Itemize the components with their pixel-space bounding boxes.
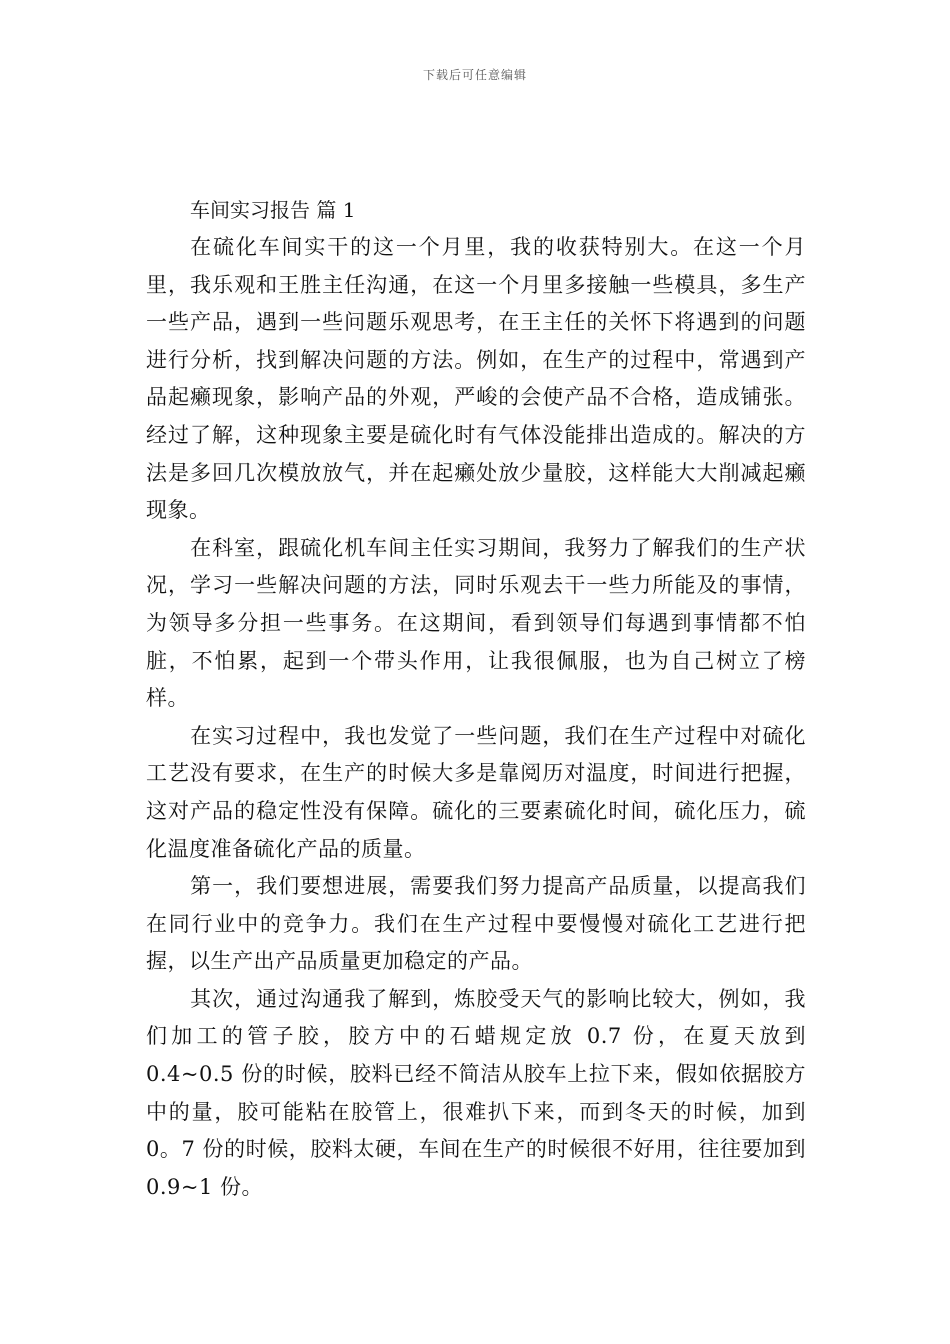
paragraph-2: 在科室，跟硫化机车间主任实习期间，我努力了解我们的生产状况，学习一些解决问题的方法，同时乐观去干一些力所能及的事情，为领导多分担一些事务。在这期间，看到领导们每遇到事情都不怕脏，不怕累，起到一个带头作用，让我很佩服，也为自己树立了榜样。 xyxy=(146,535,806,711)
header-note: 下载后可任意编辑 xyxy=(422,68,527,82)
paragraph-4: 第一，我们要想进展，需要我们努力提高产品质量，以提高我们在同行业中的竞争力。我们在生产过程中要慢慢对硫化工艺进行把握，以生产出产品质量更加稳定的产品。 xyxy=(146,874,806,974)
document-title: 车间实习报告 篇 1 xyxy=(190,198,356,222)
paragraph-1: 在硫化车间实干的这一个月里，我的收获特别大。在这一个月里，我乐观和王胜主任沟通，在这一个月里多接触一些模具，多生产一些产品，遇到一些问题乐观思考，在王主任的关怀下将遇到的问题进行分析，找到解决问题的方法。例如，在生产的过程中，常遇到产品起癞现象，影响产品的外观，严峻的会使产品不合格，造成铺张。经过了解，这种现象主要是硫化时有气体没能排出造成的。解决的方法是多回几次模放放气，并在起癞处放少量胶，这样能大大削减起癞现象。 xyxy=(146,235,806,523)
document-body xyxy=(146,192,806,1206)
paragraph-5: 其次，通过沟通我了解到，炼胶受天气的影响比较大，例如，我们加工的管子胶，胶方中的石蜡规定放 0.7 份，在夏天放到 0.4~0.5 份的时候，胶料已经不简洁从胶车上拉下来，假如依据胶方中的量，胶可能粘在胶管上，很难扒下来，而到冬天的时候，加到 0。7 份的时候，胶料太硬，车间在生产的时候很不好用，往往要加到 0.9~1 份。 xyxy=(146,986,806,1199)
paragraph-3: 在实习过程中，我也发觉了一些问题，我们在生产过程中对硫化工艺没有要求，在生产的时候大多是靠阅历对温度，时间进行把握，这对产品的稳定性没有保障。硫化的三要素硫化时间，硫化压力，硫化温度准备硫化产品的质量。 xyxy=(146,723,806,861)
